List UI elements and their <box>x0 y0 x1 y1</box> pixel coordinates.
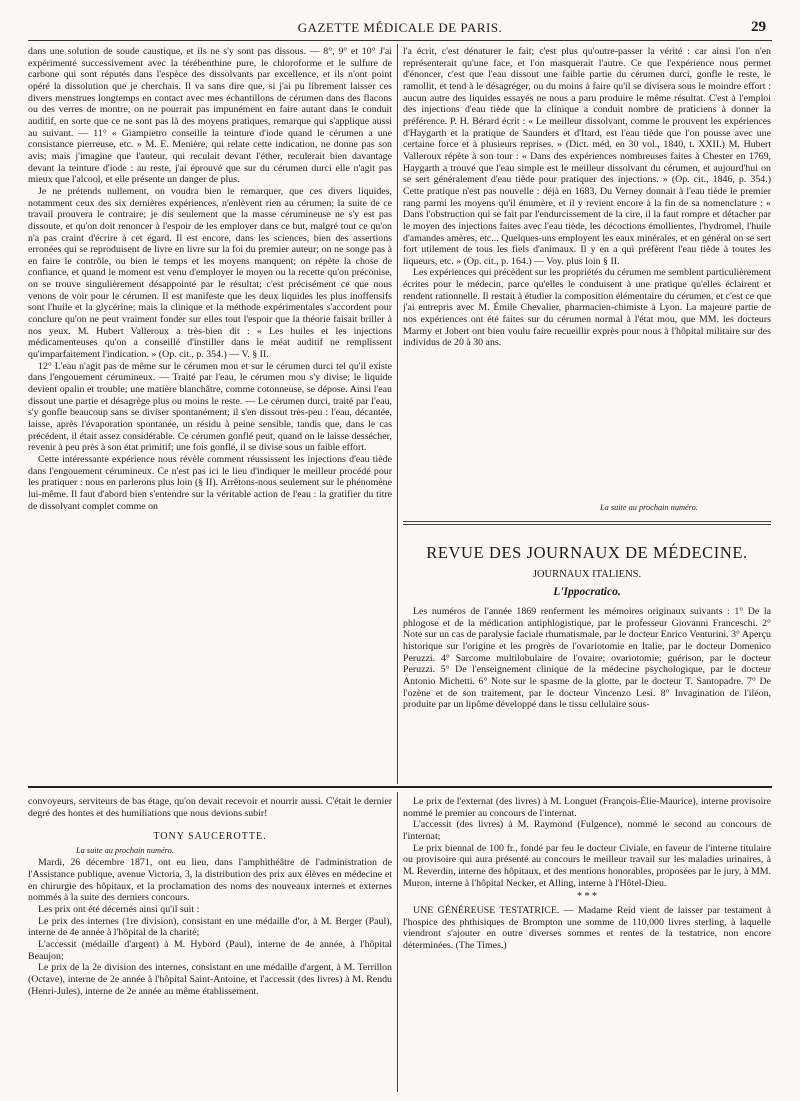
page-number: 29 <box>751 19 766 35</box>
paragraph: 12° L'eau n'agit pas de même sur le cérumen mou et sur le cérumen durci tel qu'il existe dans l'engouement cérumineux. — Traité par l'eau, le cérumen mou s'y divise; le liquide devient opalin et trouble; une matière blanchâtre, comme cotonneuse, se dépose. Ainsi l'eau dissout une partie et désagrège plus ou moins le reste. — Le cérumen durci, traité par l'eau, s'y gonfle beaucoup sans se diviser spontanément; il s'en dissout très-peu : l'eau, décantée, laisse, après l'évaporation spontanée, un résidu à peine sensible, tandis que, dans le cas précédent, il était assez considérable. Ce cérumen gonflé peut, quand on le laisse dessécher, revenir à peu près à son état primitif; une fois gonflé, il se divise sous un faible effort. <box>28 360 392 454</box>
paragraph: l'a écrit, c'est dénaturer le fait; c'est plus qu'outre-passer la vérité : car ainsi l'on n'en représenterait qu'une face, et l'on masquerait l'autre. Ce que l'expérience nous permet d'énoncer, c'est que l'eau dissout une faible partie du cérumen durci, gonfle le reste, le ramollit, et tend à le désagréger, ou du moins à faire qu'il se divisera sous le moindre effort : aucun autre des liquides essayés ne nous a paru produire le même résultat. C'est à l'emploi des injections d'eau tiède que la clinique a conduit nombre de praticiens à donner la préférence. P. H. Bérard écrit : « Le meilleur dissolvant, comme le prouvent les expériences d'Haygarth et la pratique de Saunders et d'Itard, est l'eau tiède que l'on pousse avec une certaine force et à plusieurs reprises. » (Dict. méd. en 30 vol., 1840, t. XXII.) M. Hubert Valleroux répète à son tour : « Dans des expériences nombreuses faites à Chester en 1769, Haygarth a trouvé que l'eau simple est le meilleur dissolvant du cérumen, et aujourd'hui on se sert généralement d'eau tiède pour pratiquer des injections. » (Op. cit., 1846, p. 354.) Cette pratique n'est pas nouvelle : déjà en 1683, Du Verney donnait à l'eau tiède le premier rang parmi les moyens qu'il énumère, et il y revient encore à la fin de sa nomenclature : « Dans l'obstruction qui se fait par l'endurcissement de la cire, il la faut rompre et détacher par le moyen des injections faites avec l'eau tiède, les décoctions émollientes, l'hydromel, l'huile d'amandes amères, etc... Quelques-uns employent les eaux minérales, et en général on se sert fort utilement de tous les fiels d'animaux. Il y en a qui préfèrent l'eau tiède à toutes les liqueurs, etc. » (Op. cit., p. 164.) — Voy. plus loin § II. <box>403 46 771 267</box>
continued-note: La suite au prochain numéro. <box>76 846 174 855</box>
paragraph: Cette intéressante expérience nous révèle comment réussissent les injections d'eau tiède dans l'engouement cérumineux. Ce n'est pas ici le lieu d'indiquer le meilleur procédé pour les pratiquer : nous en parlerons plus loin (§ II). Arrêtons-nous seulement sur le phénomène lui-même. Il faut d'abord bien s'entendre sur la véritable action de l'eau : la gratifier du titre de dissolvant complet comme on <box>28 453 392 512</box>
paragraph: L'accessit (médaille d'argent) à M. Hybord (Paul), interne de 4e année, à l'hôpital Beaujon; <box>28 938 392 962</box>
section-rule <box>403 524 771 525</box>
column-divider <box>397 44 398 784</box>
bottom-section-rule <box>28 786 772 788</box>
paragraph: Je ne prétends nullement, on voudra bien le remarquer, que ces divers liquides, notamment ceux des six dernières expériences, n'enlèvent rien au cérumen; la suite de ce travail prouvera le contraire; je dis seulement que la masse cérumineuse ne s'y est pas dissoute, et qu'on doit renoncer à l'espoir de les employer dans ce but, malgré tout ce qu'on n'a pas craint d'écrire à cet égard. Il est encore, dans les sciences, bien des assertions erronées qui se reproduisent de livre en livre sur la foi du premier auteur; on ne songe pas à en faire le contrôle, ou bien le temps et les moyens manquent; on répète la chose de confiance, et quand le moment est venu d'employer le moyen ou la recette qu'on préconise, on se trouve singulièrement désappointé par le résultat; c'est précisément ce que nous venons de voir pour le cérumen. Il est manifeste que les deux liquides les plus inoffensifs sont l'huile et la glycérine; mais la clinique et la méthode expérimentales s'accordent pour conclure qu'on ne peut vraiment fonder sur elles tout l'espoir que la théorie faisait briller à nos yeux. M. Hubert Valleroux a très-bien dit : « Les huiles et les injections médicamenteuses qu'on a conseillé d'instiller dans le méat auditif ne remplissent qu'imparfaitement l'indication. » (Op. cit., p. 354.) — V. § II. <box>28 185 392 361</box>
column-2 <box>403 46 771 516</box>
paragraph: Mardi, 26 décembre 1871, ont eu lieu, dans l'amphithéâtre de l'administration de l'Assistance publique, avenue Victoria, 3, la distribution des prix aux élèves en médecine et en chirurgie des hôpitaux, et la proclamation des noms des nouveaux internes et externes nommés à la suite des derniers concours. <box>28 857 392 904</box>
column-1 <box>28 46 392 782</box>
paragraph: dans une solution de soude caustique, et ils ne s'y sont pas dissous. — 8°, 9° et 10° J'ai expérimenté successivement avec la térébenthine pure, le chloroforme et le sulfure de carbone qui sont réputés dans l'espèce des dissolvants par excellence, et ils n'ont point opéré la dissolution que je cherchais. Il va sans dire que, si j'ai pu librement laisser ces divers menstrues longtemps en contact avec mes échantillons de cérumen dans des flacons ou des verres de montre, on ne pourrait pas impunément en faire autant dans le conduit auditif, en sorte que ce ne sont pas là des moyens pratiques, remarque qui s'applique aussi au suivant. — 11° « Giampietro conseille la teinture d'iode quand le cérumen a une consistance pierreuse, etc. » M. E. Menière, qui relate cette indication, ne donne pas son avis; mais j'imagine que l'auteur, qui reculait devant l'éther, reculerait bien davantage devant la teinture d'iode : au reste, j'ai éprouvé que sur du cérumen durci elle n'agit pas mieux que l'alcool, et elle présente un danger de plus. <box>28 46 392 186</box>
section-subtitle: JOURNAUX ITALIENS. <box>532 569 642 580</box>
continued-note: La suite au prochain numéro. <box>600 503 698 512</box>
paragraph: Le prix des internes (1re division), consistant en une médaille d'or, à M. Berger (Paul), interne de 4e année à l'hôpital de la charité; <box>28 915 392 939</box>
paragraph: Les prix ont été décernés ainsi qu'il suit : <box>38 903 200 915</box>
journal-title: GAZETTE MÉDICALE DE PARIS. <box>297 20 503 35</box>
paragraph: Les expériences qui précèdent sur les propriétés du cérumen me semblent particulièrement écrites pour le médecin, parce qu'elles le conduisent à une pratique qu'elles éclairent et rendent rationnelle. Il restait à étudier la composition élémentaire du cérumen, et c'est ce que j'ai entrepris avec M. Émile Chevalier, pharmacien-chimiste à Lyon. La majeure partie de nos expériences ont été faites sur du cérumen normal à l'état mou, que MM. les docteurs Marmy et Jobert ont bien voulu faire recueillir exprès pour nous à l'hôpital militaire sur des individus de 20 à 30 ans. <box>403 267 771 349</box>
section-title: REVUE DES JOURNAUX DE MÉDECINE. <box>426 543 748 562</box>
paragraph: Les numéros de l'année 1869 renferment les mémoires originaux suivants : 1° De la phlogose et de la médication antiphlogistique, par le professeur Giovanni Franceschi. 2° Note sur un cas de paralysie faciale rhumatismale, par le docteur Enrico Venturini. 3° Aperçu historique sur l'origine et les progrès de l'ovariotomie en Italie, par le docteur Domenico Peruzzi. 4° Sarcome multilobulaire de l'ovaire; ovariotomie; guérison, par le docteur Peruzzi. 5° De l'enseignement clinique de la médecine psychologique, par le docteur Antonio Michetti. 6° Note sur le spasme de la glotte, par le docteur T. Santopadre. 7° De l'ozène et de son traitement, par le docteur Vincenzo Lesi. 8° Invagination de l'iléon, produite par un lipôme développé dans le tissu cellulaire sous- <box>403 606 771 711</box>
paragraph: Le prix de la 2e division des internes, consistant en une médaille d'argent, à M. Terrillon (Octave), interne de 2e année à l'hôpital Saint-Antoine, et l'accessit (des livres) à M. Rendu (Henri-Jules), interne de 2e année au même établissement. <box>28 962 392 997</box>
paragraph: UNE GÉNÉREUSE TESTATRICE. — Madame Reid vient de laisser par testament à l'hospice des phthisiques de Brompton une somme de 110,000 livres sterling, à laquelle viendront s'ajouter en outre diverses sommes et rentes de la testatrice, non encore déterminées. (The Times.) <box>403 904 771 951</box>
revue-text <box>403 606 771 784</box>
paragraph: Le prix biennal de 100 fr., fondé par feu le docteur Civiale, en faveur de l'interne titulaire ou provisoire qui aura présenté au concours le meilleur travail sur les maladies urinaires, à M. Reverdin, interne des hôpitaux, et des mentions honorables, proposées par le jury, à MM. Muron, interne à l'hôpital Necker, et Alling, interne à l'Hôtel-Dieu. <box>403 842 771 889</box>
paragraph: Le prix de l'externat (des livres) à M. Longuet (François-Élie-Maurice), interne provisoire nommé le premier au concours de l'internat. <box>403 796 771 819</box>
page-header <box>28 18 772 40</box>
journal-name: L'Ippocratico. <box>553 586 621 598</box>
separator-stars: * * * <box>577 891 597 903</box>
header-rule <box>28 40 772 41</box>
author-signature: TONY SAUCEROTTE. <box>153 831 267 842</box>
section-rule <box>403 521 771 522</box>
column-divider <box>397 792 398 1092</box>
paragraph: convoyeurs, serviteurs de bas étage, qu'on devait recevoir et nourrir aussi. C'était le dernier degré des hontes et des humiliations que nous devions subir! <box>28 796 392 819</box>
paragraph: L'accessit (des livres) à M. Raymond (Fulgence), nommé le second au concours de l'internat; <box>403 819 771 842</box>
column-4 <box>403 796 771 1101</box>
